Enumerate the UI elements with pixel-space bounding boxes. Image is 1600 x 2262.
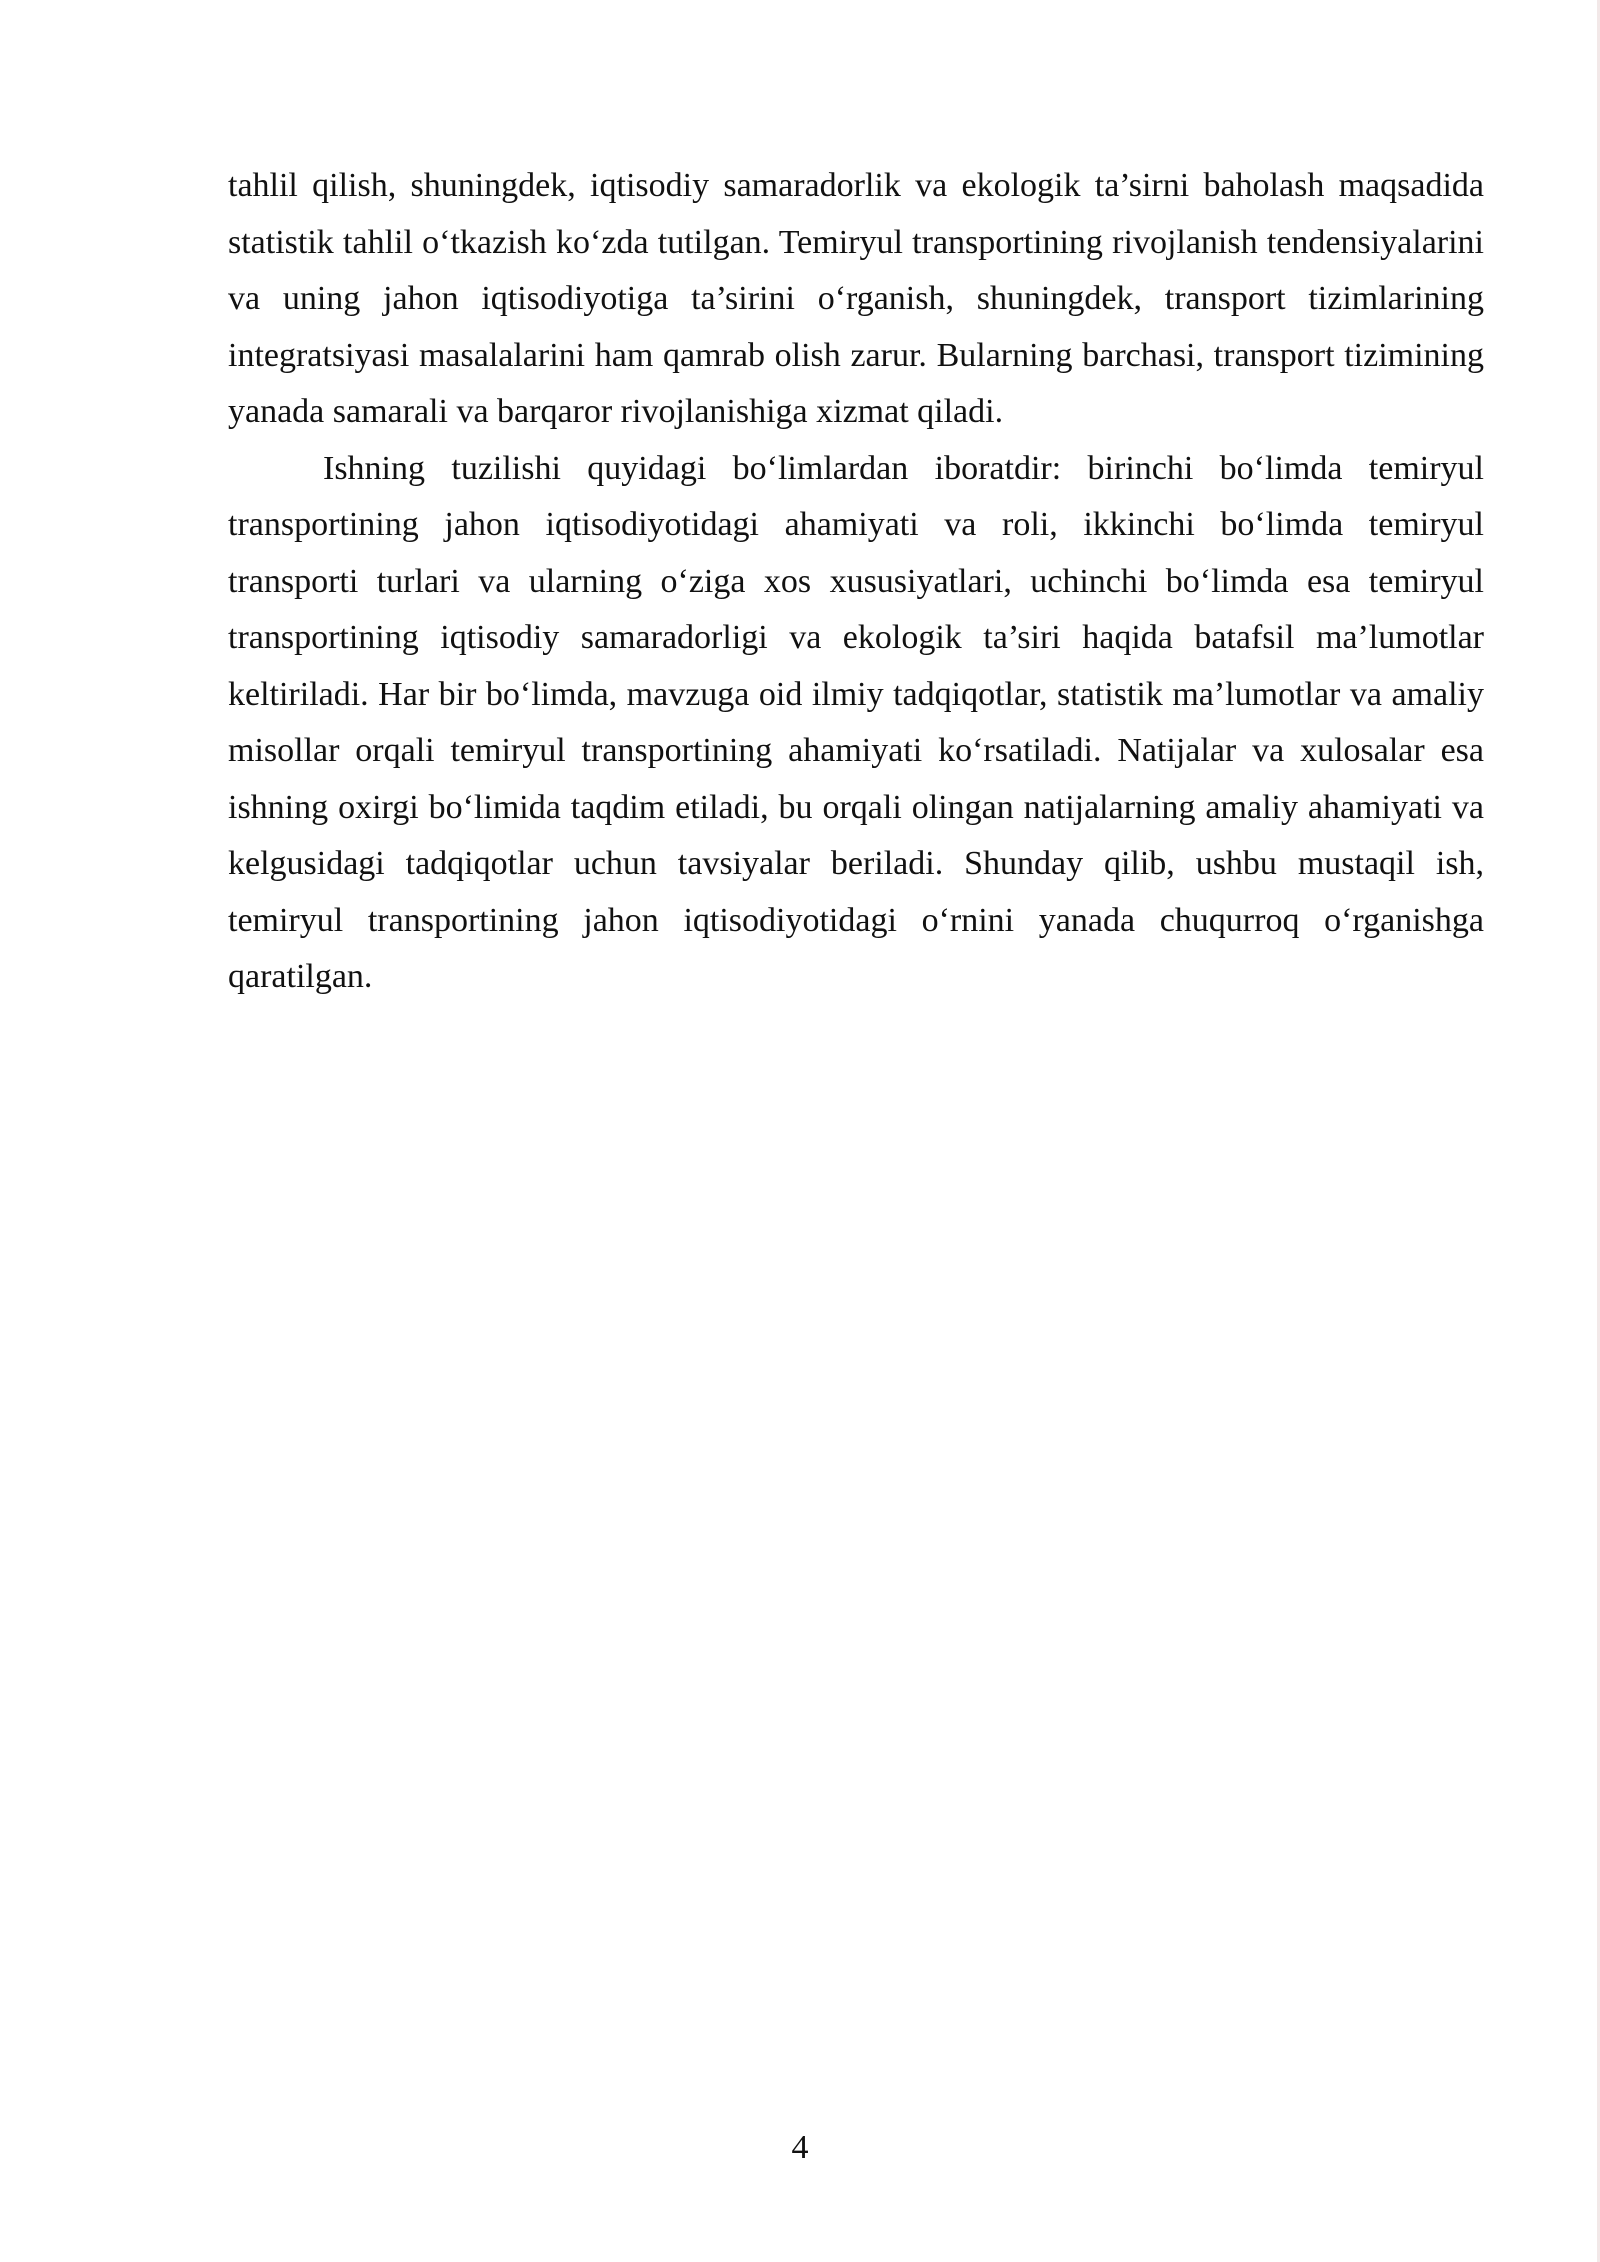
- paragraph-continuation: tahlil qilish, shuningdek, iqtisodiy samaradorlik va ekologik ta’sirni baholash maqsadida statistik tahlil o‘tkazish ko‘zda tutilgan. Temiryul transportining rivojlanish tendensiyalarini va uning jahon iqtisodiyotiga ta’sirini o‘rganish, shuningdek, transport tizimlarining integratsiyasi masalalarini ham qamrab olish zarur. Bularning barchasi, transport tizimining yanada samarali va barqaror rivojlanishiga xizmat qiladi.: [228, 167, 1484, 430]
- page-number: 4: [791, 2129, 809, 2166]
- body-text: [228, 158, 1484, 1006]
- paragraph-structure: Ishning tuzilishi quyidagi bo‘limlardan iboratdir: birinchi bo‘limda temiryul transportining jahon iqtisodiyotidagi ahamiyati va roli, ikkinchi bo‘limda temiryul transporti turlari va ularning o‘ziga xos xususiyatlari, uchinchi bo‘limda esa temiryul transportining iqtisodiy samaradorligi va ekologik ta’siri haqida batafsil ma’lumotlar keltiriladi. Har bir bo‘limda, mavzuga oid ilmiy tadqiqotlar, statistik ma’lumotlar va amaliy misollar orqali temiryul transportining ahamiyati ko‘rsatiladi. Natijalar va xulosalar esa ishning oxirgi bo‘limida taqdim etiladi, bu orqali olingan natijalarning amaliy ahamiyati va kelgusidagi tadqiqotlar uchun tavsiyalar beriladi. Shunday qilib, ushbu mustaqil ish, temiryul transportining jahon iqtisodiyotidagi o‘rnini yanada chuqurroq o‘rganishga qaratilgan.: [228, 449, 1484, 995]
